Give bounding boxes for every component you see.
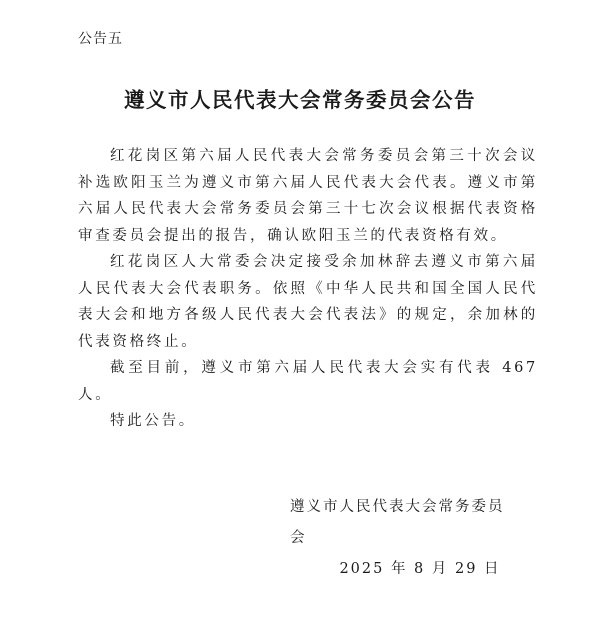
paragraph-closing: 特此公告。 [110, 413, 196, 429]
notice-label: 公告五 [78, 31, 123, 47]
signature-organization: 遵义市人民代表大会常务委员会 [290, 499, 505, 546]
signature-date: 2025 年 8 月 29 日 [339, 561, 501, 577]
paragraph-total: 截至目前，遵义市第六届人民代表大会实有代表 467 人。 [78, 360, 538, 403]
signature-block [290, 492, 520, 585]
paragraph-election: 红花岗区第六届人民代表大会常务委员会第三十次会议补选欧阳玉兰为遵义市第六届人民代表大会代表。遵义市第六届人民代表大会常务委员会第三十七次会议根据代表资格审查委员会提出的报告，确认欧阳玉兰的代表资格有效。 [78, 148, 538, 244]
notice-body [78, 143, 538, 435]
paragraph-resignation: 红花岗区人大常委会决定接受余加林辞去遵义市第六届人民代表大会代表职务。依照《中华人民共和国全国人民代表大会和地方各级人民代表大会代表法》的规定，余加林的代表资格终止。 [78, 254, 538, 350]
page-title: 遵义市人民代表大会常务委员会公告 [124, 88, 476, 112]
